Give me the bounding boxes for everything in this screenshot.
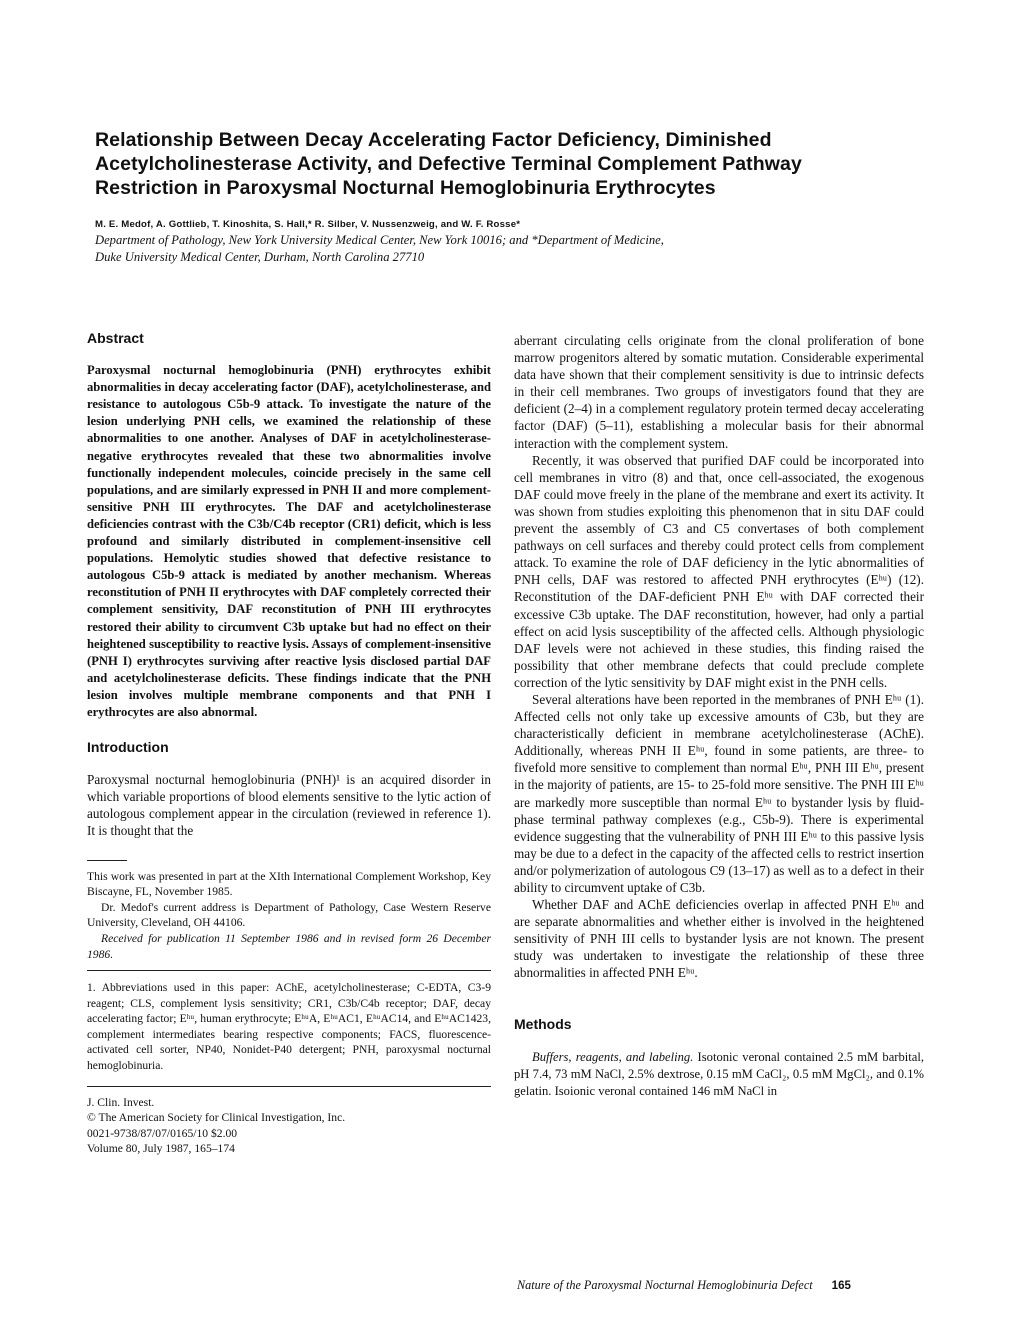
methods-body: Isotonic veronal contained 2.5 mM barbital, pH 7.4, 73 mM NaCl, 2.5% dextrose, 0.15 mM CaCl₂, 0.5 mM MgCl₂, and 0.1% gelatin. Isoionic veronal contained 146 mM NaCl in <box>514 1049 925 1098</box>
affiliation-line: Department of Pathology, New York University Medical Center, New York 10016; and *Department of Medicine, <box>95 233 664 247</box>
body-paragraph: aberrant circulating cells originate from the clonal proliferation of bone marrow progenitors altered by somatic mutation. Considerable experimental data have shown that their complement sensitivity is due to intrinsic defects in their cell membranes. Two groups of investigators found that they are deficient (2–4) in a complement regulatory protein termed decay accelerating factor (DAF) (5–11), establishing a molecular basis for their abnormal interaction with the complement system. <box>514 333 924 451</box>
citation-journal: J. Clin. Invest. <box>87 1095 155 1109</box>
methods-subheading: Buffers, reagents, and labeling. <box>532 1049 694 1064</box>
citation-volume: Volume 80, July 1987, 165–174 <box>87 1142 235 1156</box>
title-line: Acetylcholinesterase Activity, and Defective Terminal Complement Pathway <box>95 153 802 175</box>
body-paragraph: Recently, it was observed that purified DAF could be incorporated into cell membranes in vitro (8) and that, once cell-associated, the exogenous DAF could move freely in the plane of the membrane and exert its activity. It was shown from studies exploiting this phenomenon that in situ DAF could prevent the assembly of C3 and C5 convertases of both complement pathways on cell surfaces and thereby could protect cells from complement attack. To examine the role of DAF deficiency in the lytic abnormalities of PNH cells, DAF was restored to affected PNH erythrocytes (Eʰᵘ) (12). Reconstitution of the DAF-deficient PNH Eʰᵘ with DAF corrected their excessive C3b uptake. The DAF reconstitution, however, had only a partial effect on acid lysis susceptibility of the affected cells. Although physiologic DAF levels were not achieved in these studies, this finding raised the possibility that other membrane defects that could preclude complete correction of the lytic sensitivity by DAF might exist in the PNH cells. <box>514 452 924 690</box>
author-list: M. E. Medof, A. Gottlieb, T. Kinoshita, S. Hall,* R. Silber, V. Nussenzweig, and W. F. Rosse* <box>95 219 521 230</box>
body-paragraph: Several alterations have been reported in the membranes of PNH Eʰᵘ (1). Affected cells not only take up excessive amounts of C3b, but they are characteristically deficient in membrane acetylcholinesterase (AChE). Additionally, whereas PNH II Eʰᵘ, found in some patients, are three- to fivefold more sensitive to complement than normal Eʰᵘ, PNH III Eʰᵘ, present in the majority of patients, are 15- to 25-fold more sensitive. The PNH III Eʰᵘ are markedly more susceptible than normal Eʰᵘ to bystander lysis by fluid-phase terminal pathway complexes (e.g., C5b-9). There is experimental evidence suggesting that the vulnerability of PNH III Eʰᵘ to this passive lysis may be due to a defect in the capacity of the affected cells to restrict insertion and/or polymerization of autologous C9 (13–17) as well as to a defect in their ability to circumvent uptake of C3b. <box>514 691 924 895</box>
article-header <box>95 128 925 266</box>
footnote-abbreviations: 1. Abbreviations used in this paper: AChE, acetylcholinesterase; C-EDTA, C3-9 reagent; CLS, complement lysis sensitivity; CR1, C3b/C4b receptor; DAF, decay accelerating factor; Eʰᵘ, human erythrocyte; EʰᵘA, EʰᵘAC1, EʰᵘAC14, and EʰᵘAC1423, complement intermediates bearing respective components; FACS, fluorescence-activated cell sorter, NP40, Nonidet-P40 detergent; PNH, paroxysmal nocturnal hemoglobinuria. <box>87 981 491 1073</box>
left-column <box>87 330 491 1157</box>
abstract-heading: Abstract <box>87 330 144 346</box>
citation-copyright: © The American Society for Clinical Investigation, Inc. <box>87 1111 346 1125</box>
running-footer <box>517 1278 937 1293</box>
footnote-presented: This work was presented in part at the XIth International Complement Workshop, Key Biscayne, FL, November 1985. <box>87 869 491 899</box>
introduction-heading: Introduction <box>87 739 169 756</box>
footnote-address: Dr. Medof's current address is Department of Pathology, Case Western Reserve University, Cleveland, OH 44106. <box>87 900 491 930</box>
footnote-rule <box>87 860 127 861</box>
citation-divider <box>87 1086 491 1087</box>
affiliation <box>95 232 925 266</box>
methods-text <box>514 1049 924 1100</box>
running-title: Nature of the Paroxysmal Nocturnal Hemoglobinuria Defect <box>517 1278 813 1292</box>
footnote-received: Received for publication 11 September 1986 and in revised form 26 December 1986. <box>87 931 491 961</box>
methods-heading: Methods <box>514 1015 572 1032</box>
footnote-divider <box>87 970 491 971</box>
right-column <box>514 332 924 1100</box>
title-line: Relationship Between Decay Accelerating Factor Deficiency, Diminished <box>95 129 772 151</box>
page-number: 165 <box>831 1280 851 1292</box>
title-line: Restriction in Paroxysmal Nocturnal Hemoglobinuria Erythrocytes <box>95 177 716 199</box>
affiliation-line: Duke University Medical Center, Durham, North Carolina 27710 <box>95 250 425 264</box>
citation-code: 0021-9738/87/07/0165/10 $2.00 <box>87 1126 238 1140</box>
introduction-text: Paroxysmal nocturnal hemoglobinuria (PNH)¹ is an acquired disorder in which variable proportions of blood elements sensitive to the lytic action of autologous complement appear in the circulation (reviewed in reference 1). It is thought that the <box>87 772 491 839</box>
article-title <box>95 128 925 200</box>
body-paragraph: Whether DAF and AChE deficiencies overlap in affected PNH Eʰᵘ and are separate abnormalities and whether either is involved in the heightened sensitivity of PNH III cells to bystander lysis are not known. The present study was undertaken to investigate the relationship of these three abnormalities in affected PNH Eʰᵘ. <box>514 897 924 981</box>
abstract-text: Paroxysmal nocturnal hemoglobinuria (PNH) erythrocytes exhibit abnormalities in decay accelerating factor (DAF), acetylcholinesterase, and resistance to autologous C5b-9 attack. To investigate the nature of the lesion underlying PNH cells, we examined the relationship of these abnormalities to one another. Analyses of DAF in acetylcholinesterase-negative erythrocytes revealed that these two abnormalities involve functionally independent molecules, coincide precisely in the same cell populations, and are similarly expressed in PNH II and more complement-sensitive PNH III erythrocytes. The DAF and acetylcholinesterase deficiencies contrast with the C3b/C4b receptor (CR1) deficit, which is less profound and similarly distributed in complement-insensitive cell populations. Hemolytic studies showed that defective resistance to autologous C5b-9 attack is mediated by another mechanism. Whereas reconstitution of PNH II erythrocytes with DAF completely corrected their complement sensitivity, DAF reconstitution of PNH III erythrocytes restored their ability to circumvent C3b uptake but had no effect on their heightened susceptibility to reactive lysis. Assays of complement-insensitive (PNH I) erythrocytes surviving after reactive lysis disclosed partial DAF and acetylcholinesterase deficits. These findings indicate that the PNH lesion involves multiple membrane components and that PNH I erythrocytes are also abnormal. <box>87 363 491 719</box>
